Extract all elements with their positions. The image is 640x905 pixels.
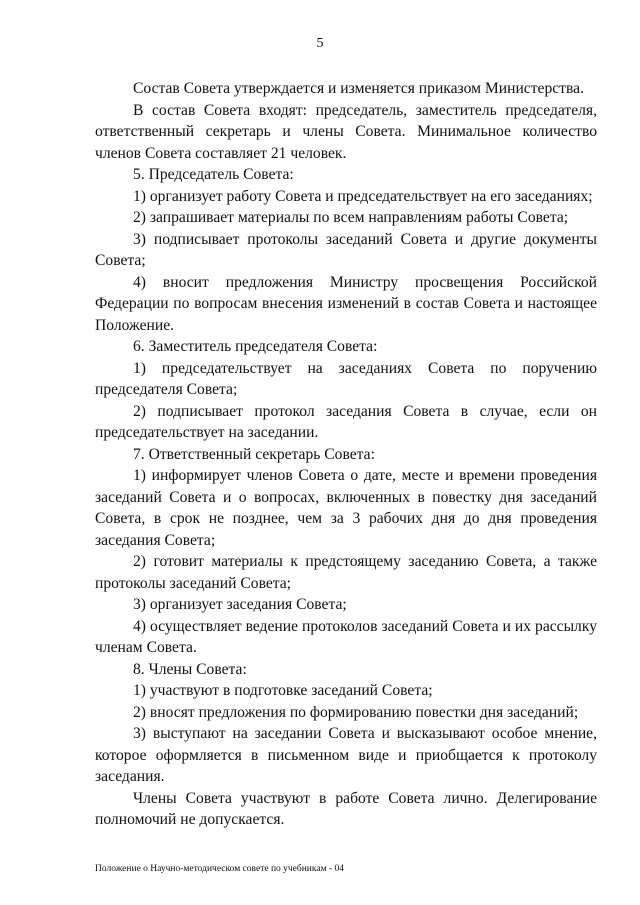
list-item: 1) организует работу Совета и председательствует на его заседаниях; (133, 187, 593, 205)
list-item: 2) запрашивает материалы по всем направлениям работы Совета; (133, 209, 569, 226)
page-number: 5 (316, 36, 324, 51)
list-item: 2) готовит материалы к предстоящему заседанию Совета, а также протоколы заседаний Совета; (95, 553, 597, 592)
list-item: 1) информирует членов Совета о дате, месте и времени проведения заседаний Совета и о вопросах, включенных в повестку дня заседаний Совета, в срок не позднее, чем за 3 рабочих дня до дня проведения заседания Совета; (95, 467, 597, 549)
list-item: 3) организует заседания Совета; (133, 596, 347, 613)
section-heading: 8. Члены Совета: (133, 660, 247, 678)
list-item: 3) подписывает протоколы заседаний Совета и другие документы Совета; (95, 230, 597, 269)
page-footer: Положение о Научно-методическом совете по учебникам - 04 (95, 864, 345, 874)
document-body (95, 78, 597, 831)
paragraph: В состав Совета входят: председатель, заместитель председателя, ответственный секретарь и члены Совета. Минимальное количество членов Совета составляет 21 человек. (95, 101, 597, 162)
paragraph: Члены Совета участвуют в работе Совета лично. Делегирование полномочий не допускается. (95, 789, 597, 828)
section-heading: 6. Заместитель председателя Совета: (133, 338, 378, 355)
list-item: 3) выступают на заседании Совета и высказывают особое мнение, которое оформляется в письменном виде и приобщается к протоколу заседания. (95, 725, 597, 785)
section-heading: 7. Ответственный секретарь Совета: (133, 445, 375, 463)
list-item: 4) вносит предложения Министру просвещения Российской Федерации по вопросам внесения изменений в состав Совета и настоящее Положение. (95, 273, 597, 334)
list-item: 2) вносят предложения по формированию повестки дня заседаний; (133, 703, 579, 721)
list-item: 1) участвуют в подготовке заседаний Совета; (133, 682, 433, 699)
list-item: 2) подписывает протокол заседания Совета в случае, если он председательствует на заседании. (95, 402, 597, 441)
paragraph: Состав Совета утверждается и изменяется приказом Министерства. (133, 80, 584, 97)
section-heading: 5. Председатель Совета: (133, 166, 294, 183)
list-item: 4) осуществляет ведение протоколов заседаний Совета и их рассылку членам Совета. (95, 617, 597, 656)
list-item: 1) председательствует на заседаниях Совета по поручению председателя Совета; (95, 359, 597, 398)
